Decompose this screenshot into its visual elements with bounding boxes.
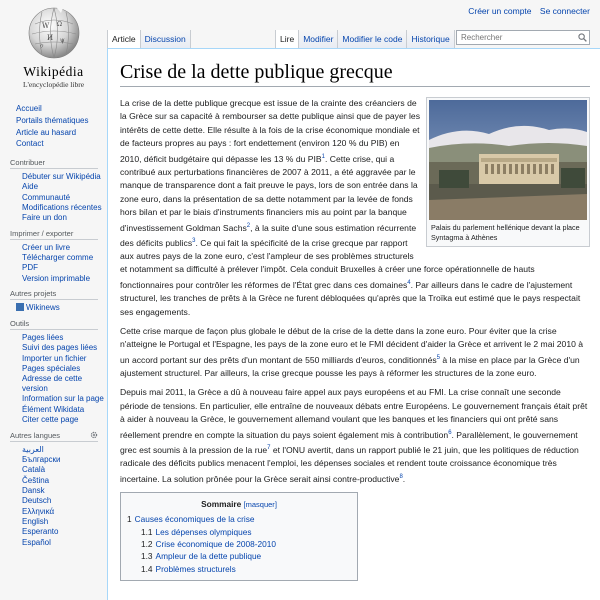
p3-text-1: Depuis mai 2011, la Grèce a dû à nouveau faire appel aux pays européens et au FMI. La crise connaît une seconde période de tensions. En particulier, elle entraîne de nouveaux débats entre Européens. Le gouvernement français était prêt à aider à nouveau la Grèce, le gouvernement allemand voulant que les banques et les financiers qui ont prêté sans réellement prendre en compte la situation du pays soient également mis à contribution	[120, 387, 588, 440]
create-account-link[interactable]: Créer un compte	[468, 6, 532, 16]
logo-tagline: L'encyclopédie libre	[22, 80, 85, 89]
article-body	[120, 97, 590, 581]
ref-8[interactable]: 8	[399, 473, 403, 480]
toc-title-label: Sommaire	[201, 498, 242, 509]
sidebar-heading-imprimer: Imprimer / exporter	[10, 229, 98, 240]
sidebar-item-debuter[interactable]: Débuter sur Wikipédia	[22, 172, 101, 182]
sidebar-langues	[12, 431, 107, 547]
page-title: Crise de la dette publique grecque	[120, 61, 590, 87]
ref-2[interactable]: 2	[246, 222, 251, 229]
sidebar-heading-langues	[10, 431, 98, 442]
sidebar-item-communaute[interactable]: Communauté	[22, 192, 71, 202]
toc-num: 1	[127, 514, 132, 525]
sidebar-item-suivi[interactable]: Suivi des pages liées	[22, 343, 98, 353]
svg-text:ウ: ウ	[39, 44, 45, 50]
paragraph-3	[120, 386, 590, 485]
sidebar-item-wikinews[interactable]	[12, 303, 107, 313]
sidebar-heading-contribuer: Contribuer	[10, 158, 98, 169]
toc-num: 1.3	[141, 551, 153, 562]
sidebar-item-livre[interactable]: Créer un livre	[22, 243, 71, 253]
sidebar-item-imprimable[interactable]: Version imprimable	[22, 273, 91, 283]
login-link[interactable]: Se connecter	[539, 6, 590, 16]
toc-item[interactable]	[127, 526, 351, 538]
p3-text-4: .	[402, 473, 406, 484]
sidebar-item-portails[interactable]: Portails thématiques	[16, 115, 89, 125]
sidebar-contribuer	[12, 158, 107, 223]
article-content	[107, 48, 600, 600]
sidebar-lang-cs[interactable]: Čeština	[22, 475, 50, 485]
toc-label: Crise économique de 2008-2010	[155, 539, 276, 550]
tab-edit-source[interactable]: Modifier le code	[338, 30, 407, 48]
sidebar-item-pages-liees[interactable]: Pages liées	[22, 333, 64, 343]
sidebar-heading-projets: Autres projets	[10, 289, 98, 300]
toc-num: 1.4	[141, 563, 153, 574]
sidebar-outils	[12, 319, 107, 425]
paragraph-2	[120, 325, 590, 380]
sidebar-item-don[interactable]: Faire un don	[22, 213, 67, 223]
toc-label: Problèmes structurels	[155, 563, 236, 574]
wikinews-icon	[16, 303, 24, 311]
ref-3[interactable]: 3	[192, 237, 196, 244]
sidebar-lang-bg[interactable]: Български	[22, 455, 61, 465]
toc-label: Les dépenses olympiques	[155, 526, 252, 537]
svg-text:И: И	[47, 34, 54, 42]
toc-item[interactable]	[127, 563, 351, 575]
sidebar-item-citer[interactable]: Citer cette page	[22, 415, 79, 425]
intro-text-5: . Par ailleurs dans le cadre de l'ajustement structurel, les tranches de prêts à la Grèce ne furent débloquées qu'après que la Troïka eut estimé que le pays respectait ses engagements.	[120, 279, 581, 317]
tab-history[interactable]: Historique	[407, 30, 454, 48]
sidebar-projets	[12, 289, 107, 313]
svg-text:Ω: Ω	[57, 21, 62, 28]
tab-edit[interactable]: Modifier	[299, 30, 338, 48]
sidebar-item-hasard[interactable]: Article au hasard	[16, 127, 77, 137]
toc-item[interactable]	[127, 550, 351, 562]
sidebar-heading-langues-label: Autres langues	[10, 430, 61, 440]
sidebar-item-pdf[interactable]: Télécharger comme PDF	[22, 253, 94, 273]
sidebar-lang-el[interactable]: Ελληνικά	[22, 506, 55, 516]
toc-hide-label: masquer	[245, 499, 275, 509]
sidebar	[0, 104, 107, 553]
tab-article[interactable]: Article	[107, 30, 141, 48]
thumbnail	[426, 97, 590, 247]
logo-wordmark: Wikipédia	[23, 64, 84, 79]
tab-discussion[interactable]: Discussion	[141, 30, 191, 48]
ref-4[interactable]: 4	[407, 279, 411, 286]
sidebar-lang-es[interactable]: Español	[22, 537, 51, 547]
sidebar-lang-en[interactable]: English	[22, 516, 49, 526]
sidebar-item-wikidata[interactable]: Élément Wikidata	[22, 404, 85, 414]
table-of-contents	[120, 492, 358, 581]
p2-text-2: à la mise en place par la Grèce d'un ajustement structurel. Par ailleurs, la crise grecque pousse les pays à réformer les structures de la zone euro.	[120, 354, 580, 379]
sidebar-lang-ar[interactable]: العربية	[22, 444, 44, 454]
sidebar-lang-da[interactable]: Dansk	[22, 486, 45, 496]
ref-1[interactable]: 1	[321, 153, 325, 160]
sidebar-item-information[interactable]: Information sur la page	[22, 394, 104, 404]
sidebar-item-accueil[interactable]: Accueil	[16, 104, 42, 113]
intro-text-4: . Ce qui fait la spécificité de la crise grecque par rapport aux autres pays de la zone euro, c'est l'ampleur de ses problèmes structurels et notamment sa difficulté à prélever l'impôt. Cela conduit Bruxelles à créer une force opérationnelle de hauts fonctionnaires pour contrôler les réformes de l'État grec dans ces domaines	[120, 237, 535, 290]
p3-text-2: . Parallèlement, le gouvernement grec est soumis à la pression de la rue	[120, 429, 578, 455]
svg-text:W: W	[42, 22, 50, 30]
svg-text:ψ: ψ	[60, 37, 65, 44]
intro-text-1: La crise de la dette publique grecque est issue de la crainte des créanciers de la Grèce sur sa capacité à rembourser sa dette publique ainsi que de payer les intérêts de cette dette. Elle résulte à la fois de la crise économique mondiale et de facteurs propres au pays : fort endettement (environ 120 % du PIB) en 2010, déficit budgétaire qui dépasse les 13 % du PIB	[120, 98, 420, 164]
thumbnail-caption: Palais du parlement hellénique devant la place Syntagma à Athènes	[431, 223, 580, 242]
sidebar-lang-ca[interactable]: Català	[22, 465, 46, 475]
toc-title	[127, 498, 351, 511]
ref-5[interactable]: 5	[436, 354, 441, 361]
toc-item[interactable]	[127, 513, 351, 525]
sidebar-item-importer[interactable]: Importer un fichier	[22, 353, 87, 363]
toc-num: 1.2	[141, 539, 153, 550]
sidebar-lang-de[interactable]: Deutsch	[22, 496, 52, 506]
toc-label: Causes économiques de la crise	[134, 514, 255, 525]
view-tabs	[275, 30, 455, 48]
intro-text-2: . Cette crise, qui a contribué aux perturbations financières de 2007 à 2011, a été aggravée par le manque de transparence dont a fait preuve le pays, lors de son entrée dans la zone euro, dans la présentation de sa dette notamment par la levée de fonds hors bilan et par le biais d'instruments financiers mis au point par la banque d'investissement Goldman Sachs	[120, 153, 418, 233]
puzzle-globe-icon	[27, 6, 81, 60]
ref-6[interactable]: 6	[448, 429, 452, 436]
search-icon[interactable]	[578, 33, 587, 42]
sidebar-imprimer	[12, 229, 107, 283]
p2-text-1: Cette crise marque de façon plus globale le début de la crise de la dette dans la zone euro. Pour éviter que la crise n'atteigne le Portugal et l'Espagne, les pays de la zone euro et le FMI décident d'aider la Grèce et arrivent le 2 mai 2010 à un accord portant sur des prêts d'un montant de 550 milliards d'euros, conditionnés	[120, 325, 584, 365]
personal-tools	[462, 6, 590, 16]
search-input[interactable]	[456, 30, 590, 45]
sidebar-navigation	[12, 104, 107, 149]
sidebar-heading-outils: Outils	[10, 319, 98, 330]
sidebar-item-wikinews-label: Wikinews	[26, 303, 60, 313]
sidebar-lang-eo[interactable]: Esperanto	[22, 527, 59, 537]
namespace-tabs	[107, 30, 191, 48]
wikipedia-logo[interactable]	[0, 0, 107, 100]
sidebar-item-contact[interactable]: Contact	[16, 139, 44, 149]
toc-num: 1.1	[141, 526, 153, 537]
parliament-image[interactable]	[429, 100, 587, 220]
ref-7[interactable]: 7	[267, 444, 271, 451]
toc-label: Ampleur de la dette publique	[155, 551, 262, 562]
sidebar-item-speciales[interactable]: Pages spéciales	[22, 364, 81, 374]
sidebar-item-modifications[interactable]: Modifications récentes	[22, 203, 102, 213]
tab-read[interactable]: Lire	[275, 30, 299, 48]
sidebar-item-aide[interactable]: Aide	[22, 182, 39, 192]
sidebar-item-adresse[interactable]: Adresse de cette version	[22, 374, 83, 394]
toc-hide-link[interactable]: [masquer]	[243, 499, 277, 509]
toc-item[interactable]	[127, 538, 351, 550]
intro-text-3: , à la suite d'une sous estimation récurrente des déficits publics	[120, 222, 417, 248]
gear-icon[interactable]	[90, 431, 98, 439]
p3-text-3: et l'ONU avertit, dans un rapport publié le 21 juin, que les politiques de réduction radicale des déficits publics menacent l'emploi, les dépenses sociales et rendent toute croissance économique très incertaine. La solution prônée pour la Grèce serait ainsi contre-productive	[120, 444, 579, 484]
